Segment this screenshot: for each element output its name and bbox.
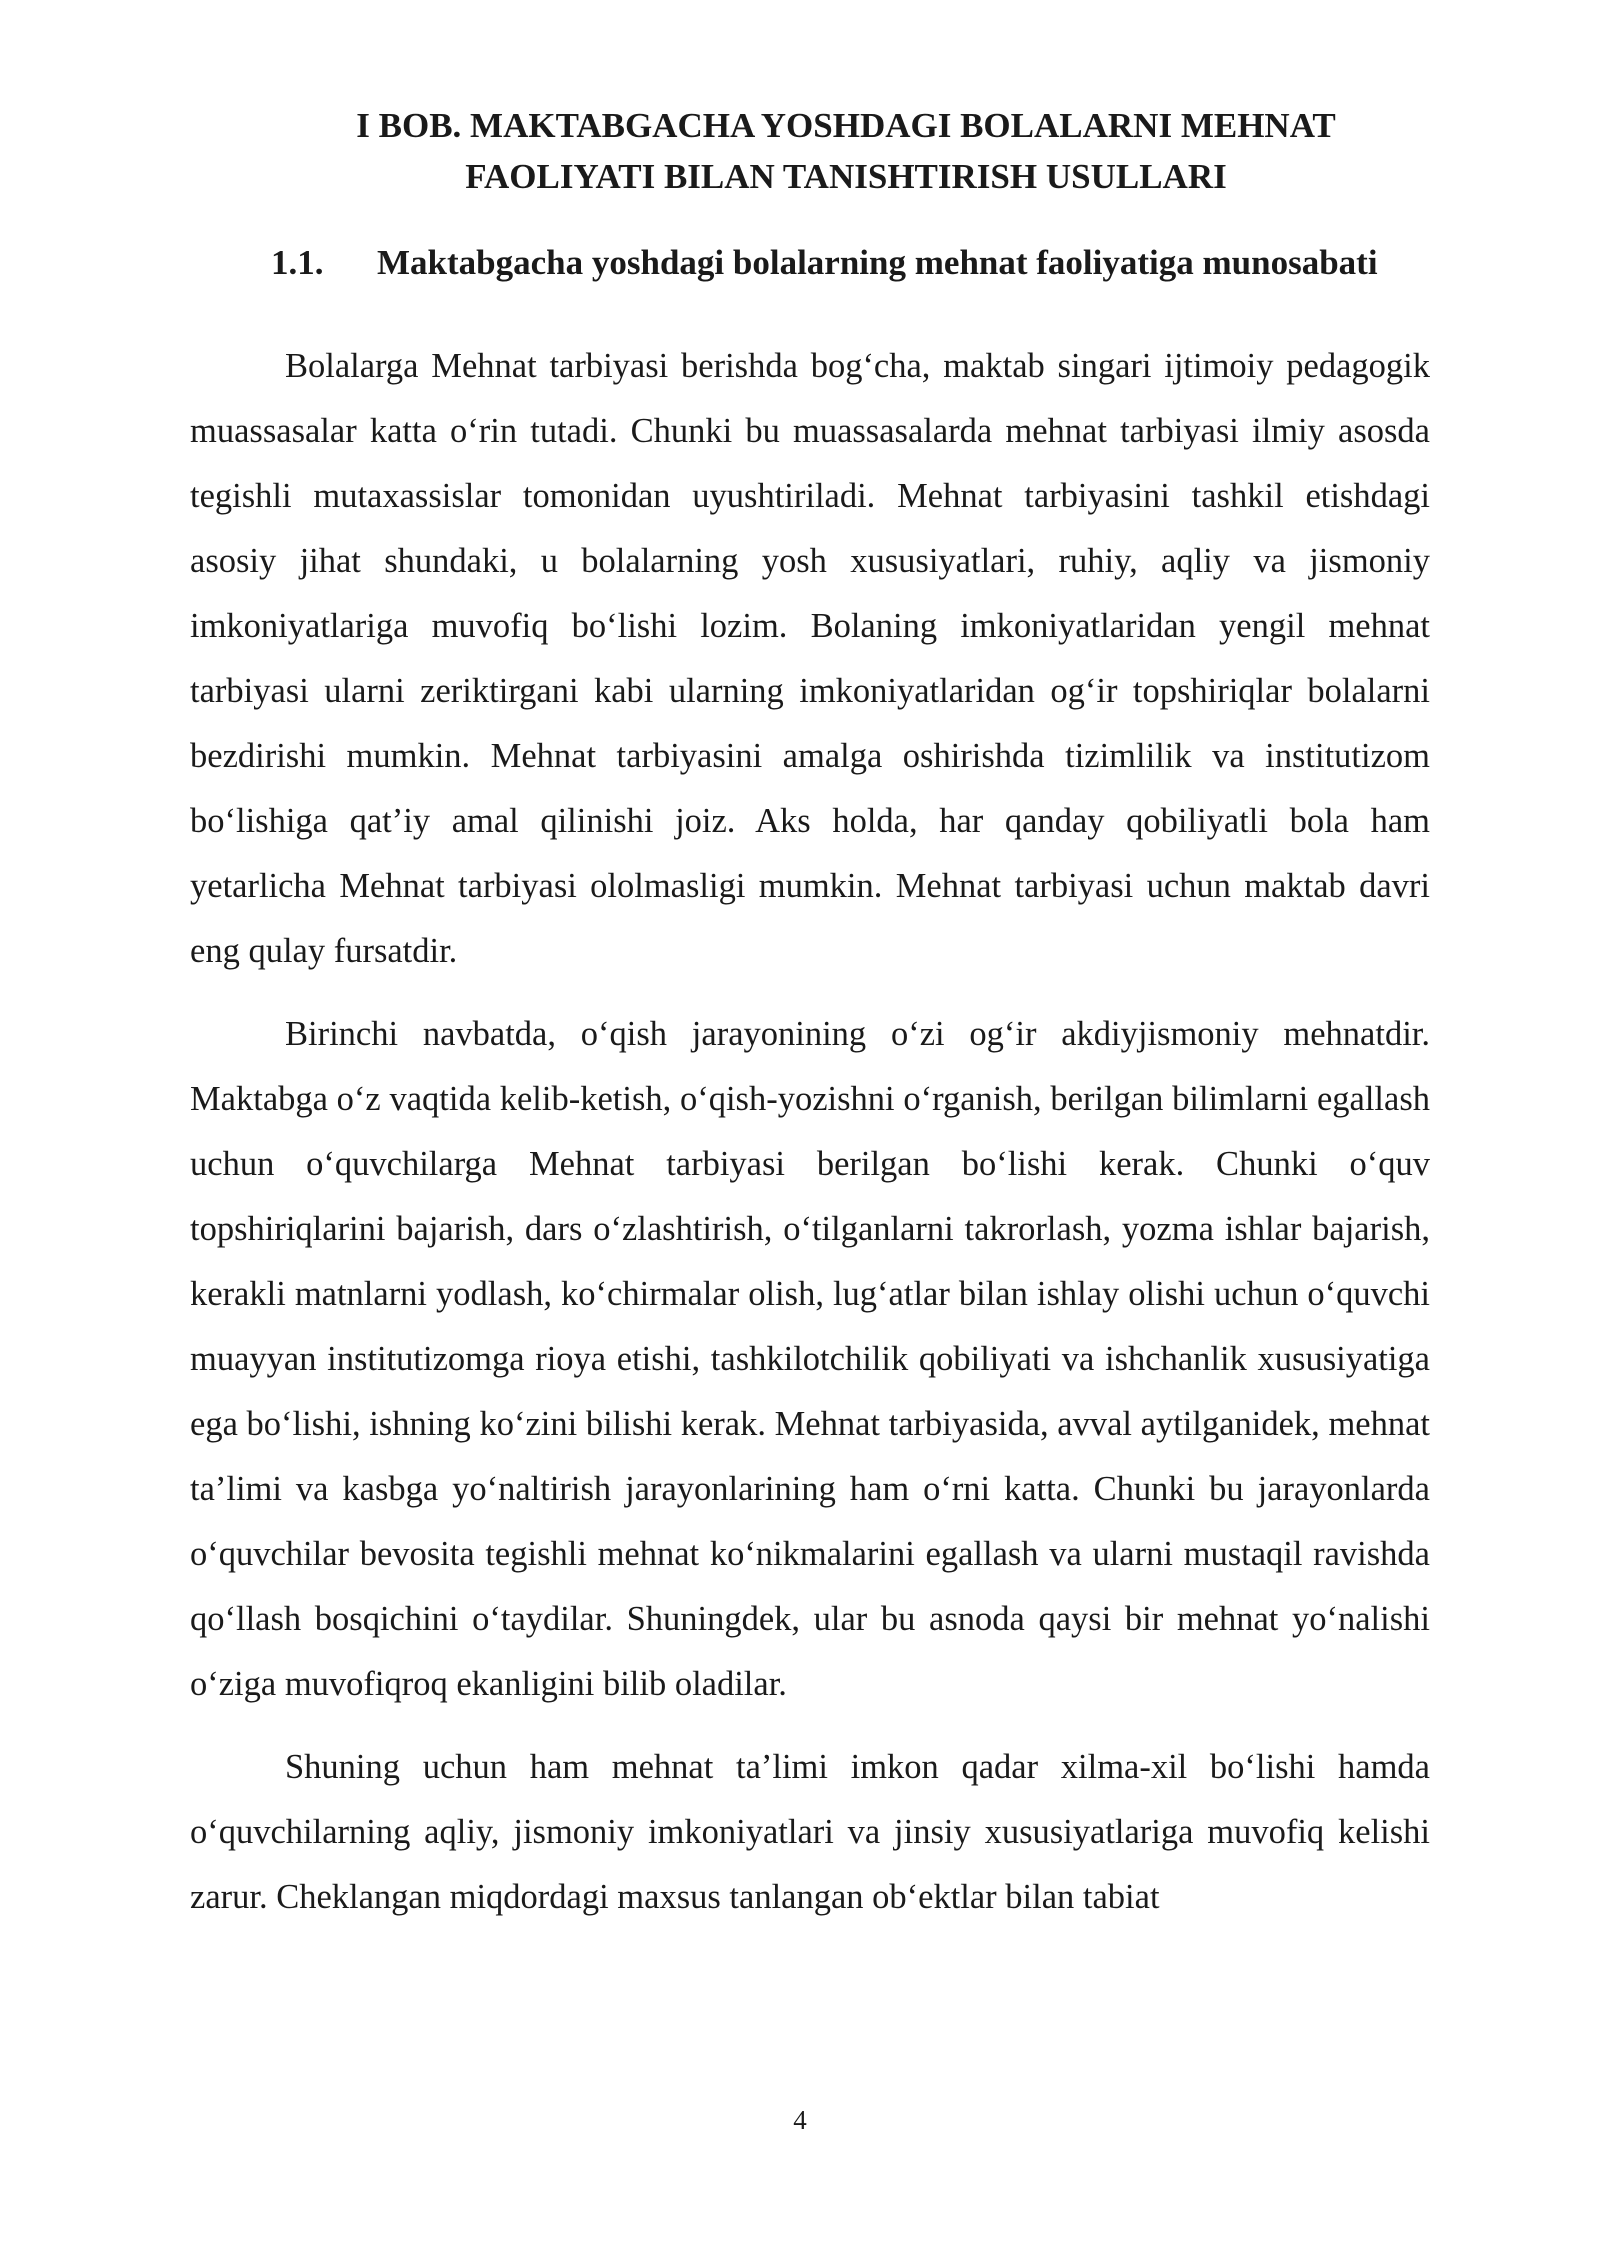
paragraph-2: Birinchi navbatda, o‘qish jarayonining o‘zi og‘ir akdiyjismoniy mehnatdir. Maktabga o‘z vaqtida kelib-ketish, o‘qish-yozishni o‘rganish, berilgan bilimlarni egallash uchun o‘quvchilarga Mehnat tarbiyasi berilgan bo‘lishi kerak. Chunki o‘quv topshiriqlarini bajarish, dars o‘zlashtirish, o‘tilganlarni takrorlash, yozma ishlar bajarish, kerakli matnlarni yodlash, ko‘chirmalar olish, lug‘atlar bilan ishlay olishi uchun o‘quvchi muayyan institutizomga rioya etishi, tashkilotchilik qobiliyati va ishchanlik xususiyatiga ega bo‘lishi, ishning ko‘zini bilishi kerak. Mehnat tarbiyasida, avval aytilganidek, mehnat ta’limi va kasbga yo‘naltirish jarayonlarining ham o‘rni katta. Chunki bu jarayonlarda o‘quvchilar bevosita tegishli mehnat ko‘nikmalarini egallash va ularni mustaqil ravishda qo‘llash bosqichini o‘taydilar. Shuningdek, ular bu asnoda qaysi bir mehnat yo‘nalishi o‘ziga muvofiqroq ekanligini bilib oladilar. [190, 1015, 1430, 1703]
paragraph-3: Shuning uchun ham mehnat ta’limi imkon qadar xilma-xil bo‘lishi hamda o‘quvchilarning aqliy, jismoniy imkoniyatlari va jinsiy xususiyatlariga muvofiq kelishi zarur. Cheklangan miqdordagi maxsus tanlangan ob‘ektlar bilan tabiat [190, 1748, 1430, 1916]
page-number: 4 [793, 2105, 807, 2135]
chapter-title [190, 100, 1510, 202]
chapter-title-line-2: FAOLIYATI BILAN TANISHTIRISH USULLARI [465, 157, 1227, 196]
paragraph-1: Bolalarga Mehnat tarbiyasi berishda bog‘cha, maktab singari ijtimoiy pedagogik muassasalar katta o‘rin tutadi. Chunki bu muassasalarda mehnat tarbiyasi ilmiy asosda tegishli mutaxassislar tomonidan uyushtiriladi. Mehnat tarbiyasini tashkil etishdagi asosiy jihat shundaki, u bolalarning yosh xususiyatlari, ruhiy, aqliy va jismoniy imkoniyatlariga muvofiq bo‘lishi lozim. Bolaning imkoniyatlaridan yengil mehnat tarbiyasi ularni zeriktirgani kabi ularning imkoniyatlaridan og‘ir topshiriqlar bolalarni bezdirishi mumkin. Mehnat tarbiyasini amalga oshirishda tizimlilik va institutizom bo‘lishiga qat’iy amal qilinishi joiz. Aks holda, har qanday qobiliyatli bola ham yetarlicha Mehnat tarbiyasi ololmasligi mumkin. Mehnat tarbiyasi uchun maktab davri eng qulay fursatdir. [190, 347, 1430, 970]
body-text [190, 334, 1430, 1948]
chapter-title-line-1: I BOB. MAKTABGACHA YOSHDAGI BOLALARNI MEHNAT [356, 106, 1336, 145]
section-number: 1.1. [271, 243, 324, 282]
section-heading [271, 238, 1378, 288]
section-title: Maktabgacha yoshdagi bolalarning mehnat faoliyatiga munosabati [377, 243, 1378, 282]
